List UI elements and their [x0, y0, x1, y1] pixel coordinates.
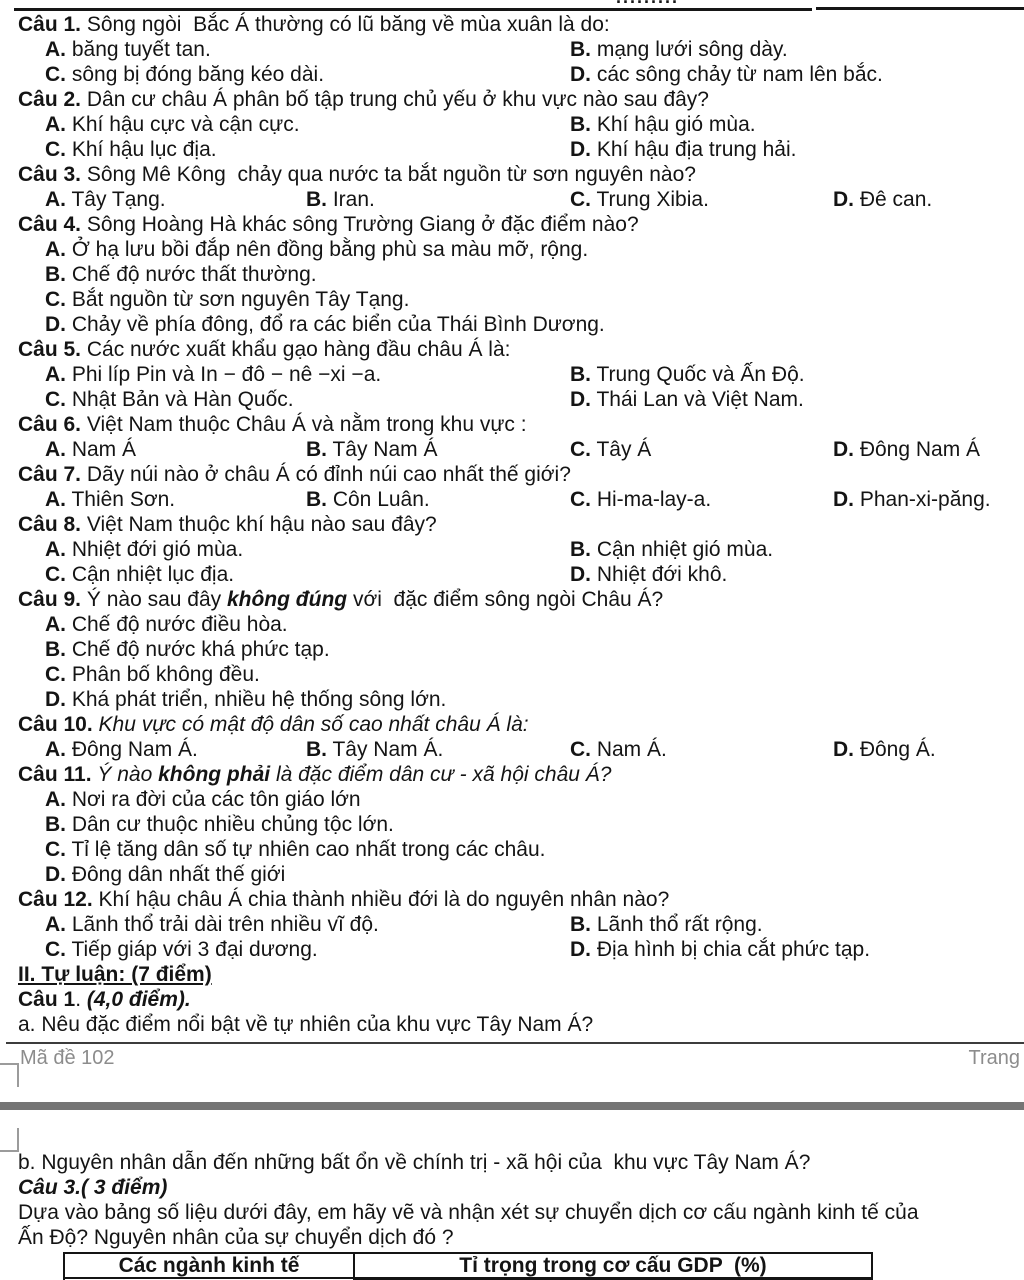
option-a: A. Nơi ra đời của các tôn giáo lớn	[45, 788, 361, 811]
option-row	[18, 537, 1020, 562]
footer-page-label: Trang	[968, 1047, 1020, 1069]
option-row	[18, 312, 1020, 337]
option-row	[18, 612, 1020, 637]
option-row	[18, 62, 1020, 87]
option-a: A. Thiên Sơn.	[45, 488, 176, 511]
option-c: C. Phân bố không đều.	[45, 663, 260, 686]
footer-exam-code: Mã đề 102	[20, 1047, 115, 1069]
option-d: D. Đông Nam Á	[833, 438, 981, 461]
option-row	[18, 737, 1020, 762]
option-a: A. Tây Tạng.	[45, 188, 166, 211]
option-row	[18, 287, 1020, 312]
option-a: A. Đông Nam Á.	[45, 738, 198, 761]
option-row	[18, 862, 1020, 887]
option-c: C. Trung Xibia.	[570, 188, 709, 211]
option-a: A. Khí hậu cực và cận cực.	[45, 113, 300, 136]
option-b: B. Côn Luân.	[306, 488, 430, 511]
option-d: D. Khí hậu địa trung hải.	[570, 138, 797, 161]
option-a: A. Chế độ nước điều hòa.	[45, 613, 288, 636]
option-d: D. Phan-xi-păng.	[833, 488, 991, 511]
option-row	[18, 37, 1020, 62]
footer-rule	[6, 1042, 1024, 1044]
essay-q3-text-1: Dựa vào bảng số liệu dưới đây, em hãy vẽ và nhận xét sự chuyển dịch cơ cấu ngành kinh tế của	[18, 1201, 919, 1224]
option-row	[18, 637, 1020, 662]
option-a: A. Phi líp Pin và In − đô − nê −xi −a.	[45, 363, 382, 386]
option-row	[18, 687, 1020, 712]
option-d: D. Nhiệt đới khô.	[570, 563, 728, 586]
option-b: B. mạng lưới sông dày.	[570, 38, 788, 61]
option-row	[18, 137, 1020, 162]
question-text: Câu 7. Dãy núi nào ở châu Á có đỉnh núi cao nhất thế giới?	[18, 463, 571, 486]
option-d: D. Địa hình bị chia cắt phức tạp.	[570, 938, 871, 961]
option-c: C. Tỉ lệ tăng dân số tự nhiên cao nhất trong các châu.	[45, 838, 546, 861]
option-row	[18, 387, 1020, 412]
option-a: A. Nam Á	[45, 438, 137, 461]
top-rule-left	[14, 8, 812, 11]
table-header-gdp: Tỉ trọng trong cơ cấu GDP (%)	[353, 1254, 871, 1277]
essay-section-heading: II. Tự luận: (7 điểm)	[18, 963, 212, 986]
question-text: Câu 11. Ý nào không phải là đặc điểm dân cư - xã hội châu Á?	[18, 763, 612, 786]
gdp-table	[63, 1252, 873, 1279]
option-row	[18, 262, 1020, 287]
option-row	[18, 112, 1020, 137]
option-b: B. Cận nhiệt gió mùa.	[570, 538, 774, 561]
crop-mark	[17, 1063, 19, 1087]
essay-q1a: a. Nêu đặc điểm nổi bật về tự nhiên của khu vực Tây Nam Á?	[18, 1013, 594, 1036]
option-row	[18, 912, 1020, 937]
option-d: D. Đông Á.	[833, 738, 936, 761]
option-b: B. Iran.	[306, 188, 375, 211]
option-row	[18, 362, 1020, 387]
question-text: Câu 2. Dân cư châu Á phân bố tập trung chủ yếu ở khu vực nào sau đây?	[18, 88, 709, 111]
question-text: Câu 8. Việt Nam thuộc khí hậu nào sau đây?	[18, 513, 437, 536]
essay-q1b: b. Nguyên nhân dẫn đến những bất ổn về chính trị - xã hội của khu vực Tây Nam Á?	[18, 1151, 811, 1174]
crop-mark	[0, 1150, 18, 1152]
option-row	[18, 662, 1020, 687]
top-rule-right	[816, 7, 1024, 10]
option-b: B. Chế độ nước thất thường.	[45, 263, 317, 286]
option-b: B. Tây Nam Á	[306, 438, 438, 461]
crop-mark	[17, 1128, 19, 1152]
dotted-line-fragment	[616, 0, 679, 8]
question-text: Câu 1. Sông ngòi Bắc Á thường có lũ băng về mùa xuân là do:	[18, 13, 610, 36]
question-text: Câu 12. Khí hậu châu Á chia thành nhiều đới là do nguyên nhân nào?	[18, 888, 670, 911]
option-c: C. Khí hậu lục địa.	[45, 138, 217, 161]
question-text: Câu 10. Khu vực có mật độ dân số cao nhất châu Á là:	[18, 713, 529, 736]
essay-q1-heading: Câu 1. (4,0 điểm).	[18, 988, 191, 1011]
option-c: C. sông bị đóng băng kéo dài.	[45, 63, 325, 86]
option-row	[18, 487, 1020, 512]
option-row	[18, 937, 1020, 962]
option-d: D. Đê can.	[833, 188, 933, 211]
option-row	[18, 237, 1020, 262]
option-b: B. Khí hậu gió mùa.	[570, 113, 756, 136]
option-row	[18, 437, 1020, 462]
option-row	[18, 812, 1020, 837]
option-c: C. Bắt nguồn từ sơn nguyên Tây Tạng.	[45, 288, 410, 311]
crop-mark	[0, 1063, 18, 1065]
option-d: D. Khá phát triển, nhiều hệ thống sông lớn.	[45, 688, 447, 711]
option-c: C. Hi-ma-lay-a.	[570, 488, 712, 511]
option-c: C. Nam Á.	[570, 738, 667, 761]
page-separator-bar	[0, 1102, 1024, 1110]
question-text: Câu 3. Sông Mê Kông chảy qua nước ta bắt nguồn từ sơn nguyên nào?	[18, 163, 696, 186]
option-c: C. Tiếp giáp với 3 đại dương.	[45, 938, 318, 961]
option-b: B. Tây Nam Á.	[306, 738, 444, 761]
option-b: B. Trung Quốc và Ấn Độ.	[570, 363, 805, 386]
question-text: Câu 6. Việt Nam thuộc Châu Á và nằm trong khu vực :	[18, 413, 527, 436]
option-d: D. Đông dân nhất thế giới	[45, 863, 286, 886]
question-text: Câu 5. Các nước xuất khẩu gạo hàng đầu châu Á là:	[18, 338, 511, 361]
question-text: Câu 4. Sông Hoàng Hà khác sông Trường Giang ở đặc điểm nào?	[18, 213, 639, 236]
option-c: C. Nhật Bản và Hàn Quốc.	[45, 388, 294, 411]
question-list	[18, 12, 1020, 1037]
option-row	[18, 837, 1020, 862]
option-a: A. Nhiệt đới gió mùa.	[45, 538, 244, 561]
option-d: D. Chảy về phía đông, đổ ra các biển của Thái Bình Dương.	[45, 313, 605, 336]
option-a: A. Lãnh thổ trải dài trên nhiều vĩ độ.	[45, 913, 379, 936]
option-b: B. Lãnh thổ rất rộng.	[570, 913, 763, 936]
option-a: A. Ở hạ lưu bồi đắp nên đồng bằng phù sa màu mỡ, rộng.	[45, 238, 589, 261]
option-a: A. băng tuyết tan.	[45, 38, 211, 61]
question-text: Câu 9. Ý nào sau đây không đúng với đặc điểm sông ngòi Châu Á?	[18, 588, 664, 611]
option-c: C. Tây Á	[570, 438, 652, 461]
option-d: D. Thái Lan và Việt Nam.	[570, 388, 804, 411]
option-c: C. Cận nhiệt lục địa.	[45, 563, 235, 586]
essay-q3-text-2: Ấn Độ? Nguyên nhân của sự chuyển dịch đó ?	[18, 1226, 454, 1249]
option-row	[18, 187, 1020, 212]
essay-q3-heading: Câu 3.( 3 điểm)	[18, 1176, 168, 1199]
option-row	[18, 562, 1020, 587]
option-row	[18, 787, 1020, 812]
option-d: D. các sông chảy từ nam lên bắc.	[570, 63, 883, 86]
option-b: B. Dân cư thuộc nhiều chủng tộc lớn.	[45, 813, 394, 836]
page2-text	[18, 1150, 1020, 1250]
option-b: B. Chế độ nước khá phức tạp.	[45, 638, 330, 661]
table-header-sectors: Các ngành kinh tế	[118, 1254, 300, 1277]
